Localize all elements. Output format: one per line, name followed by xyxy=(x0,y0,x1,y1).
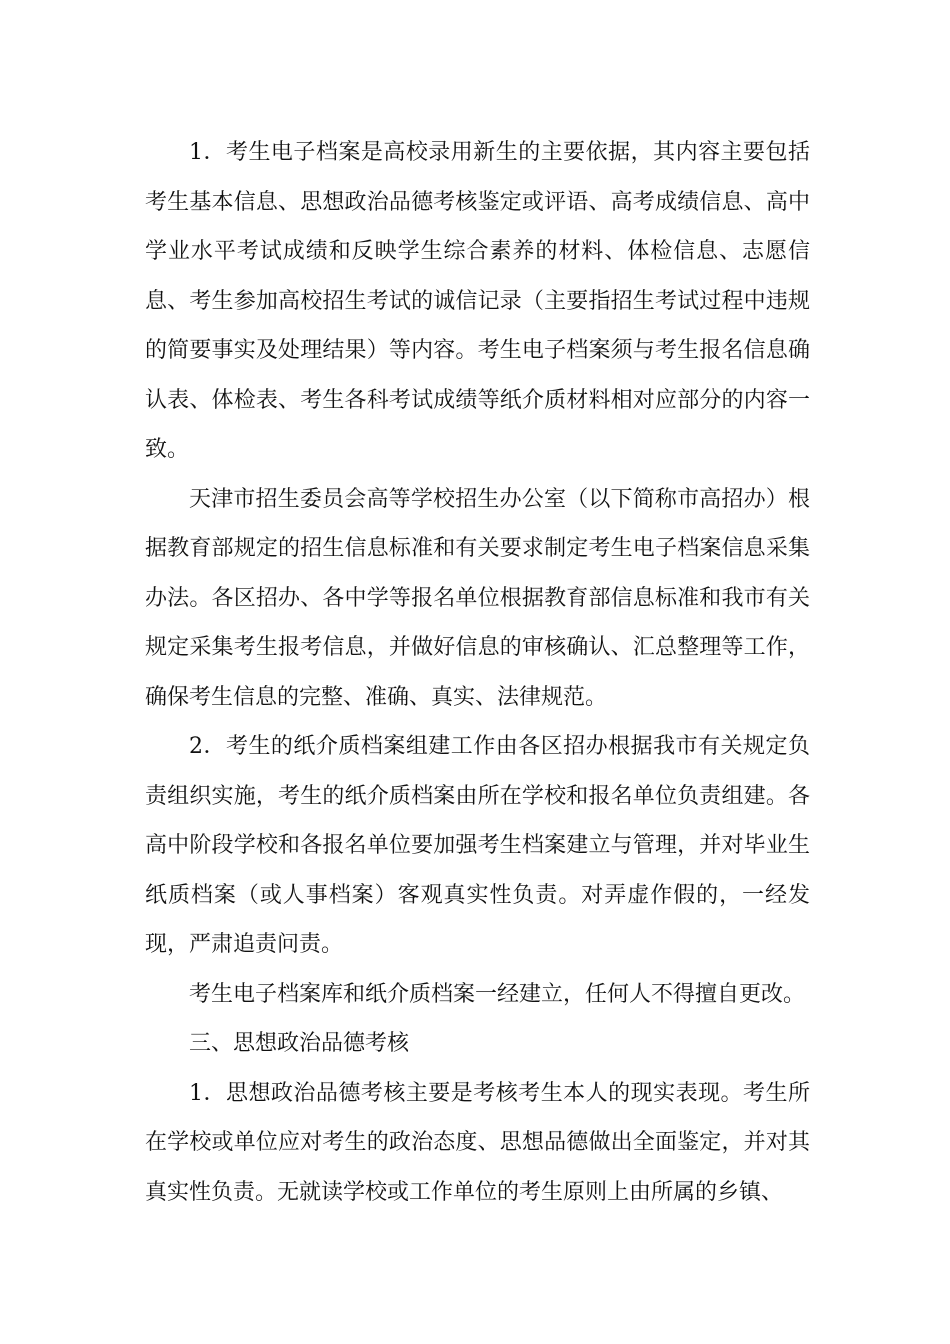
paragraph-paper-archive: 2．考生的纸介质档案组建工作由各区招办根据我市有关规定负责组织实施，考生的纸介质档案由所在学校和报名单位负责组建。各高中阶段学校和各报名单位要加强考生档案建立与管理，并对毕业生纸质档案（或人事档案）客观真实性负责。对弄虚作假的，一经发现，严肃追责问责。 xyxy=(145,734,810,957)
paragraph-no-modification: 考生电子档案库和纸介质档案一经建立，任何人不得擅自更改。 xyxy=(189,981,806,1007)
section-heading-ideology-assessment: 三、思想政治品德考核 xyxy=(189,1031,410,1056)
document-body xyxy=(145,128,810,1217)
paragraph-ideology-assessment: 1．思想政治品德考核主要是考核考生本人的现实表现。考生所在学校或单位应对考生的政治态度、思想品德做出全面鉴定，并对其真实性负责。无就读学校或工作单位的考生原则上由所属的乡镇、 xyxy=(145,1080,810,1205)
paragraph-electronic-archive: 1．考生电子档案是高校录用新生的主要依据，其内容主要包括考生基本信息、思想政治品德考核鉴定或评语、高考成绩信息、高中学业水平考试成绩和反映学生综合素养的材料、体检信息、志愿信息、考生参加高校招生考试的诚信记录（主要指招生考试过程中违规的简要事实及处理结果）等内容。考生电子档案须与考生报名信息确认表、体检表、考生各科考试成绩等纸介质材料相对应部分的内容一致。 xyxy=(145,140,810,462)
paragraph-tianjin-office: 天津市招生委员会高等学校招生办公室（以下简称市高招办）根据教育部规定的招生信息标准和有关要求制定考生电子档案信息采集办法。各区招办、各中学等报名单位根据教育部信息标准和我市有关规定采集考生报考信息，并做好信息的审核确认、汇总整理等工作，确保考生信息的完整、准确、真实、法律规范。 xyxy=(145,486,810,710)
